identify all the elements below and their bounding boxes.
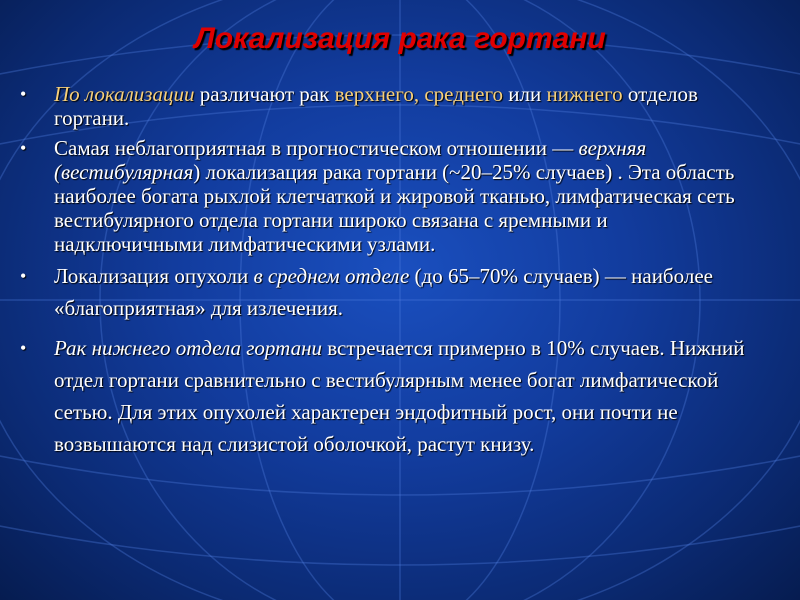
bullet-list	[20, 82, 760, 460]
text-run: Локализация опухоли	[54, 264, 254, 288]
text-run: различают рак	[194, 82, 335, 106]
bullet-item	[20, 332, 760, 460]
text-run: ) локализация рака гортани (~20–25% случаев) . Эта область наиболее богата рыхлой клетчаткой и жировой тканью, лимфатическая сеть вестибулярного отдела гортани широко связана с яремными и надключичными лимфатическими узлами.	[54, 160, 735, 256]
bullet-text	[54, 336, 745, 456]
bullet-item	[20, 82, 760, 130]
text-run: Рак нижнего отдела гортани	[54, 336, 322, 360]
text-run: По локализации	[54, 82, 195, 106]
slide-title: Локализация рака гортани	[194, 22, 606, 55]
text-run: верхняя (вестибулярная	[54, 136, 647, 184]
bullet-text	[54, 264, 713, 320]
bullet-dot: •	[20, 138, 27, 158]
text-run: в среднем отделе	[253, 264, 410, 288]
text-run: отделов гортани.	[54, 82, 698, 130]
text-run: или	[503, 82, 547, 106]
bullet-text	[54, 136, 735, 256]
bullet-text	[54, 82, 698, 130]
text-run: нижнего	[546, 82, 623, 106]
text-run: Самая неблагоприятная в прогностическом отношении —	[54, 136, 579, 160]
bullet-dot: •	[20, 266, 27, 286]
bullet-item	[20, 136, 760, 256]
bullet-item	[20, 260, 760, 324]
text-run: встречается примерно в 10% случаев. Нижний отдел гортани сравнительно с вестибулярным менее богат лимфатической сетью. Для этих опухолей характерен эндофитный рост, они почти не возвышаются над слизистой оболочкой, растут книзу.	[54, 336, 745, 456]
bullet-dot: •	[20, 84, 27, 104]
text-run: (до 65–70% случаев) — наиболее «благоприятная» для излечения.	[54, 264, 713, 320]
text-run: верхнего, среднего	[334, 82, 504, 106]
bullet-dot: •	[20, 338, 27, 358]
